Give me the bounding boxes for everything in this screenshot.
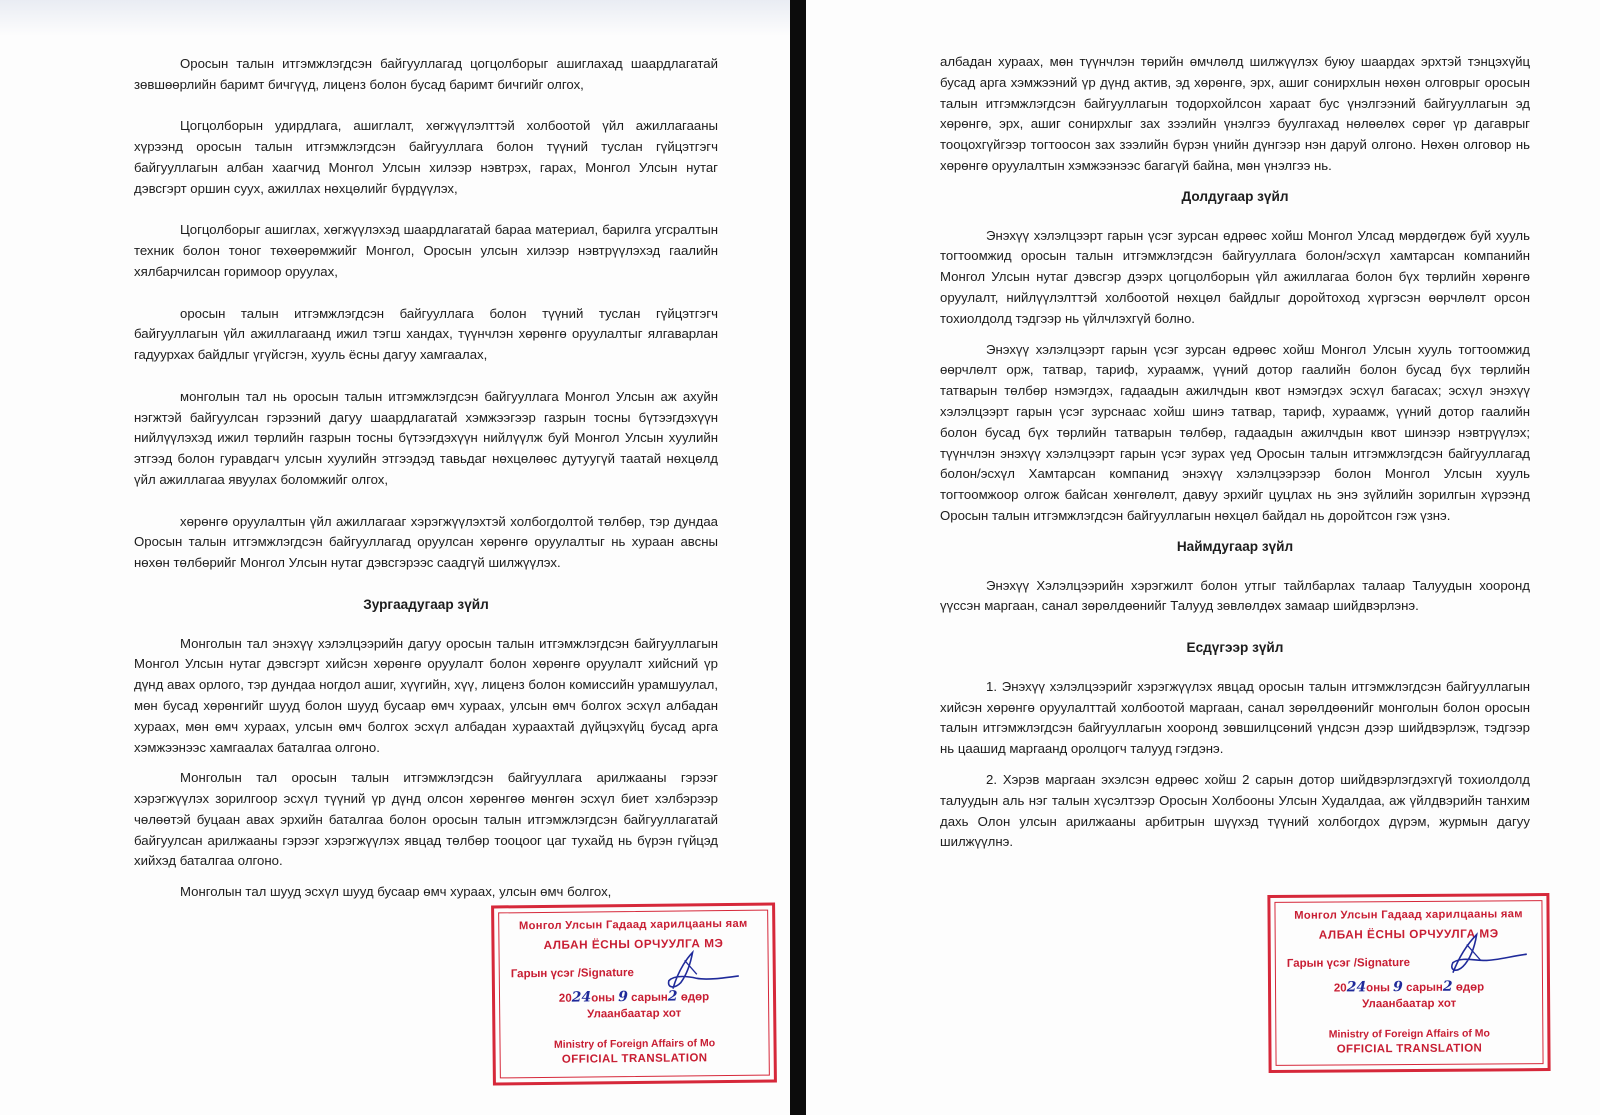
- left-page-body: [134, 54, 718, 903]
- paragraph: монголын тал нь оросын талын итгэмжлэгдсэн байгууллага Монгол Улсын аж ахуйн нэгжтэй байгуулсан гэрээний дагуу шаардлагатай хэмжээгээр газрын тосны бүтээгдэхүүн нийлүүлэхэд ижил төрлийн газрын тосны бүтээгдэхүүн нийлүүлж буй Монгол Улсын хуулийн этгээд болон гуравдагч улсын хуулийн этгээдэд тавьдаг нөхцөлөөс дутуугүй таатай нөхцөлд үйл ажиллагаа явуулах боломжийг олгох,: [134, 388, 718, 487]
- left-page: [0, 0, 790, 1115]
- paragraph: Монголын тал оросын талын итгэмжлэгдсэн байгууллага арилжааны гэрээг хэрэгжүүлэх зорилгоор эсхүл түүний үр дүнд олсон хөрөнгөө мөнгөн эсхүл биет хэлбэрээр чөлөөтэй буцаан авах эрхийн баталгаа болон оросын талын итгэмжлэгдсэн байгууллагатай байгуулсан арилжааны гэрээг хэрэгжүүлэх явцад төлбөр тооцоог цаг тухайд нь бүрэн гүйцэд хийхэд баталгаа олгоно.: [134, 770, 718, 869]
- paragraph: оросын талын итгэмжлэгдсэн байгууллага болон түүний туслан гүйцэтгэгч байгууллагын үйл ажиллагаанд ижил тэгш хандах, түүнчлэн хөрөнгө оруулалтыг ялгаварлан гадуурхах байдлыг үгүйсгэн, хууль ёсны дагуу хамгаалах,: [134, 305, 718, 363]
- official-translation-stamp: [1267, 893, 1550, 1073]
- handwritten-month: 9: [618, 989, 628, 1006]
- stamp-date-line: [495, 988, 773, 1007]
- stamp-city: Улаанбаатар хот: [1362, 997, 1457, 1011]
- article-heading: Зургаадугаар зүйл: [363, 596, 489, 612]
- paragraph: Энэхүү Хэлэлцээрийн хэрэгжилт болон утгыг тайлбарлах талаар Талуудын хооронд үүссэн маргаан, санал зөрөлдөөнийг Талууд зөвлөлдөх замаар шийдвэрлэнэ.: [940, 577, 1530, 614]
- stamp-day-label: өдөр: [1455, 981, 1485, 994]
- handwritten-year: 24: [1346, 979, 1367, 996]
- stamp-ministry-en: Ministry of Foreign Affairs of Mo: [1328, 1027, 1490, 1041]
- paragraph: Энэхүү хэлэлцээрт гарын үсэг зурсан өдрөөс хойш Монгол Улсад мөрдөгдөж буй хууль тогтоомжид оросын талын итгэмжлэгдсэн байгууллага болон/эсхүл хамтарсан компанийн Монгол Улсын нутаг дэвсгэр дээрх цогцолборын үйл ажиллагаа болон бүх төрлийн хөрөнгө оруулалт, нийлүүлэлттэй холбоотой нөхцөл байдлыг доройтоход хүргэсэн өөрчлөлт орсон тохиолдолд тэдгээр нь үйлчлэхгүй болно.: [940, 227, 1530, 326]
- signature-scrawl: [1431, 930, 1531, 979]
- paragraph: 1. Энэхүү хэлэлцээрийг хэрэгжүүлэх явцад оросын талын итгэмжлэгдсэн байгууллагын хийсэн хөрөнгө оруулалттай холбоотой маргаан, санал зөрөлдөөнийг монголын болон оросын талын итгэмжлэгдсэн байгууллагын хооронд зөвшилцсөний үндсэн дээр шийдвэрлэж, тэдгээр нь цаашид маргаанд оролцогч талууд гэгдэнэ.: [940, 678, 1530, 757]
- paragraph: Монголын тал шууд эсхүл шууд бусаар өмч хураах, улсын өмч болгох,: [180, 884, 612, 900]
- paragraph: хөрөнгө оруулалтын үйл ажиллагааг хэрэгжүүлэхтэй холбогдолтой төлбөр, тэр дундаа Оросын талын итгэмжлэгдсэн байгууллагад оруулсан хөрөнгө оруулалтыг нь хураан авсны нөхөн төлбөрийг Монгол Улсын нутаг дэвсгэрээс саадгүй шилжүүлэх.: [134, 513, 718, 571]
- stamp-date-line: [1271, 978, 1547, 996]
- stamp-org-line: Монгол Улсын Гадаад харилцааны яам: [1294, 908, 1523, 922]
- stamp-official-translation: OFFICIAL TRANSLATION: [561, 1052, 708, 1066]
- stamp-date-prefix: 20: [558, 992, 572, 1005]
- right-page: [806, 0, 1600, 1115]
- paragraph: албадан хураах, мөн түүнчлэн төрийн өмчлөлд шилжүүлэх буюу шаардах эрхтэй тэнцэхүйц бусад арга хэмжээний үр дүнд актив, эд хөрөнгө, эрх, ашиг сонирхлын нөхөн олговрыг оросын талын итгэмжлэгдсэн байгууллагын тодорхойлсон хараат бус үнэлгээний байгууллагын эд хөрөнгө, эрх, ашиг сонирхлыг зах зээлийн үнэлгээ буулгахад нөлөөлөх сөрөг үр дагаврыг тооцохгүйгээр тогтоосон зах зээлийн бүрэн үнийн дүнгээр нэн даруй олгоно. Нөхөн олговор нь хөрөнгө оруулалтын хэмжээнээс багагүй байна, мөн үнэлгээ нь.: [940, 54, 1530, 173]
- stamp-title-line: АЛБАН ЁСНЫ ОРЧУУЛГА МЭ: [1318, 926, 1499, 942]
- stamp-city: Улаанбаатар хот: [587, 1007, 682, 1021]
- handwritten-year: 24: [571, 989, 592, 1006]
- article-heading: Долдугаар зүйл: [1181, 188, 1289, 204]
- paragraph: 2. Хэрэв маргаан эхэлсэн өдрөөс хойш 2 сарын дотор шийдвэрлэгдэхгүй тохиолдолд талуудын аль нэг талын хүсэлтээр Оросын Холбооны Улсын Худалдаа, аж үйлдвэрийн танхим дахь Олон улсын арилжааны арбитрын шүүхэд түүний холбогдох дүрэм, журмын дагуу шилжүүлнэ.: [940, 771, 1530, 850]
- paragraph: Цогцолборыг ашиглах, хөгжүүлэхэд шаардлагатай бараа материал, барилга угсралтын техник болон тоног төхөөрөмжийг Монгол, Оросын улсын хилээр нэвтрүүлэхэд гаалийн хялбарчилсан горимоор оруулах,: [134, 222, 718, 279]
- handwritten-day: 2: [667, 988, 678, 1005]
- paragraph: Цогцолборын удирдлага, ашиглалт, хөгжүүлэлттэй холбоотой үйл ажиллагааны хүрээнд оросын талын итгэмжлэгдсэн байгууллага болон түүний туслан гүйцэтгэгч байгууллагын албан хаагчид Монгол Улсын хилээр нэвтрэх, гарах, Монгол Улсын нутаг дэвсгэрт оршин суух, ажиллах нөхцөлийг бүрдүүлэх,: [134, 118, 718, 196]
- paragraph: Оросын талын итгэмжлэгдсэн байгууллагад цогцолборыг ашиглахад шаардлагатай зөвшөөрлийн баримт бичгүүд, лиценз болон бусад баримт бичгийг олгох,: [134, 56, 718, 92]
- right-page-body: [940, 52, 1530, 853]
- official-translation-stamp: [491, 903, 777, 1086]
- stamp-signature-label: Гарын үсэг /Signature: [510, 967, 634, 981]
- handwritten-month: 9: [1393, 979, 1403, 996]
- stamp-date-mid: оны: [591, 992, 616, 1005]
- stamp-day-label: өдөр: [680, 991, 710, 1004]
- article-heading: Наймдугаар зүйл: [1176, 538, 1294, 554]
- stamp-title-line: АЛБАН ЁСНЫ ОРЧУУЛГА МЭ: [543, 936, 724, 952]
- scan-shadow: [0, 0, 790, 36]
- paragraph: Энэхүү хэлэлцээрт гарын үсэг зурсан өдрөөс хойш Монгол Улсын хууль тогтоомжид өөрчлөлт орж, татвар, тариф, хураамж, үүний дотор гаалийн болон бусад бүх төрлийн татварын төлбөр нэмэгдэх, гадаадын ажилчдын квот нэмэгдэх эсхүл багасах; эсхүл энэхүү хэлэлцээрт гарын үсэг зурснаас хойш шинэ татвар, тариф, хураамж, үүний дотор гаалийн болон бусад бүх төрлийн татварын төлбөр, гадаадын ажилчдын квот шинээр нэвтрүүлэх; түүнчлэн энэхүү хэлэлцээрт гарын үсэг зурах үед Оросын талын итгэмжлэгдсэн байгууллагад болон/эсхүл Хамтарсан компанид энэхүү хэлэлцээрээр болон Монгол Улсын хууль тогтоомжоор олгож байсан хөнгөлөлт, давуу эрхийг цуцлах нь энэ зүйлийн зорилгын хүрээнд Оросын талын итгэмжлэгдсэн байгууллагын нөхцөл байдал нь доройтсон гэж үзнэ.: [940, 341, 1530, 523]
- paragraph: Монголын тал энэхүү хэлэлцээрийн дагуу оросын талын итгэмжлэгдсэн байгууллагын Монгол Улсын нутаг дэвсгэрт хийсэн хөрөнгө оруулалт болон хөрөнгө оруулалт хийсний үр дүнд авах орлого, тэр дундаа ногдол ашиг, хүүгийн, хүү, лиценз болон комиссийн урамшуулал, мөн бусад хөрөнгийг шууд болон шууд бусаар өмч хураах, улсын өмч болгох эсхүл албадан хураах, мөн өмч хураах, улсын өмч болгох эсхүл албадан хураахтай дүйцэхүйц бусад арга хэмжээнээс хамгаалах баталгаа олгоно.: [134, 635, 718, 755]
- stamp-org-line: Монгол Улсын Гадаад харилцааны яам: [518, 917, 748, 933]
- stamp-ministry-en: Ministry of Foreign Affairs of Mo: [553, 1037, 716, 1051]
- stamp-month-label: сарын: [1406, 981, 1443, 995]
- stamp-official-translation: OFFICIAL TRANSLATION: [1336, 1042, 1483, 1056]
- stamp-month-label: сарын: [631, 991, 668, 1005]
- article-heading: Есдүгээр зүйл: [1186, 639, 1284, 655]
- stamp-date-prefix: 20: [1333, 982, 1347, 995]
- handwritten-day: 2: [1442, 978, 1453, 995]
- stamp-date-mid: оны: [1366, 982, 1390, 995]
- stamp-signature-label: Гарын үсэг /Signature: [1286, 956, 1411, 970]
